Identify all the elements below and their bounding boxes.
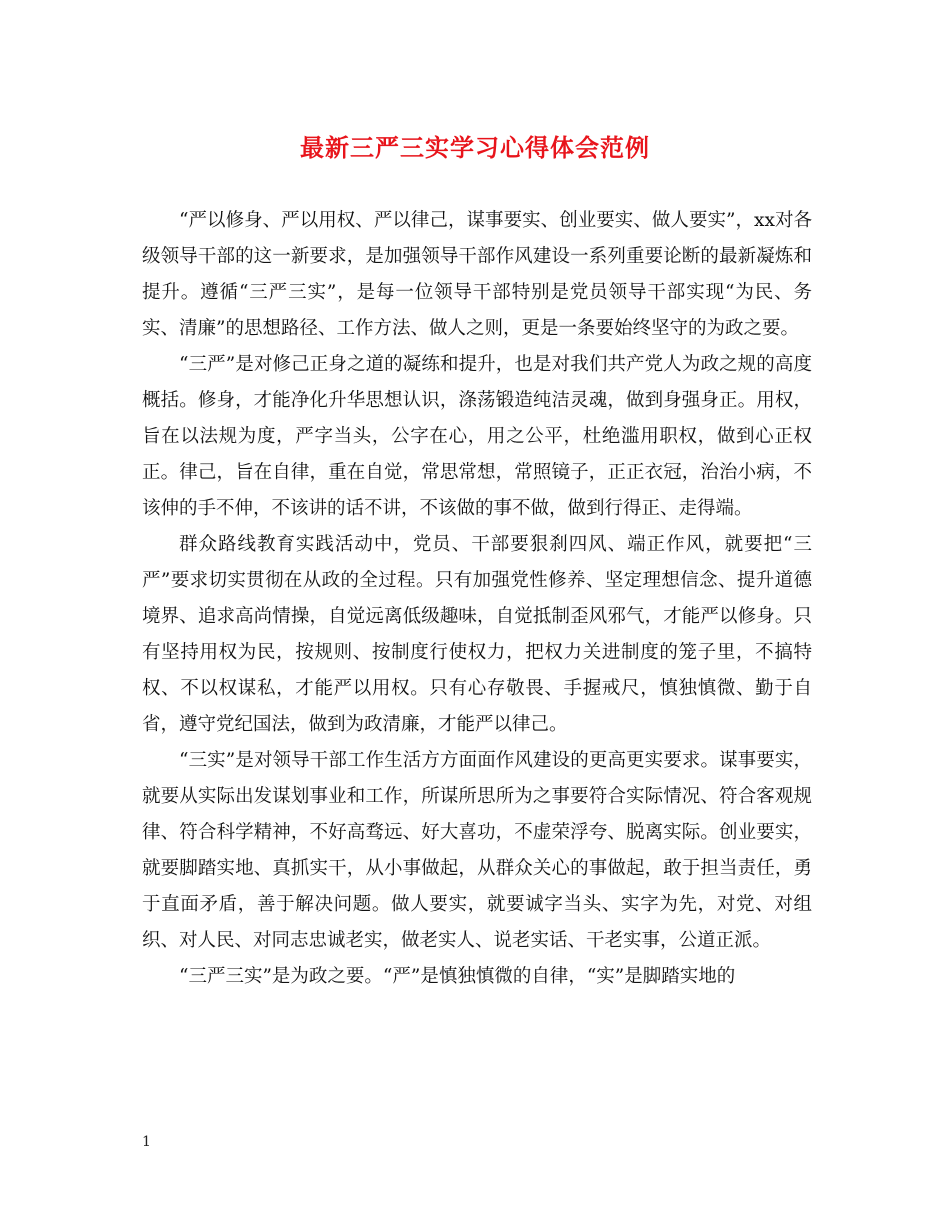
document-body [142,203,812,995]
paragraph-5: “三严三实”是为政之要。“严”是慎独慎微的自律，“实”是脚踏实地的 [179,966,736,987]
paragraph-2: “三严”是对修己正身之道的凝练和提升，也是对我们共产党人为政之规的高度概括。修身，才能净化升华思想认识，涤荡锻造纯洁灵魂，做到身强身正。用权，旨在以法规为度，严字当头，公字在心，用之公平，杜绝滥用职权，做到心正权正。律己，旨在自律，重在自觉，常思常想，常照镜子，正正衣冠，治治小病，不该伸的手不伸，不该讲的话不讲，不该做的事不做，做到行得正、走得端。 [142,354,812,519]
page-number: 1 [142,1134,151,1150]
paragraph-3: 群众路线教育实践活动中，党员、干部要狠刹四风、端正作风，就要把“三严”要求切实贯彻在从政的全过程。只有加强党性修养、坚定理想信念、提升道德境界、追求高尚情操，自觉远离低级趣味，自觉抵制歪风邪气，才能严以修身。只有坚持用权为民，按规则、按制度行使权力，把权力关进制度的笼子里，不搞特权、不以权谋私，才能严以用权。只有心存敬畏、手握戒尺，慎独慎微、勤于自省，遵守党纪国法，做到为政清廉，才能严以律己。 [142,534,812,735]
paragraph-4: “三实”是对领导干部工作生活方方面面作风建设的更高更实要求。谋事要实，就要从实际出发谋划事业和工作，所谋所思所为之事要符合实际情况、符合客观规律、符合科学精神，不好高骛远、好大喜功，不虚荣浮夸、脱离实际。创业要实，就要脚踏实地、真抓实干，从小事做起，从群众关心的事做起，敢于担当责任，勇于直面矛盾，善于解决问题。做人要实，就要诚字当头、实字为先，对党、对组织、对人民、对同志忠诚老实，做老实人、说老实话、干老实事，公道正派。 [142,750,812,951]
paragraph-1: “严以修身、严以用权、严以律己，谋事要实、创业要实、做人要实”，xx对各级领导干部的这一新要求，是加强领导干部作风建设一系列重要论断的最新凝炼和提升。遵循“三严三实”，是每一位领导干部特别是党员领导干部实现“为民、务实、清廉”的思想路径、工作方法、做人之则，更是一条要始终坚守的为政之要。 [142,210,812,339]
document-title: 最新三严三实学习心得体会范例 [300,133,650,162]
